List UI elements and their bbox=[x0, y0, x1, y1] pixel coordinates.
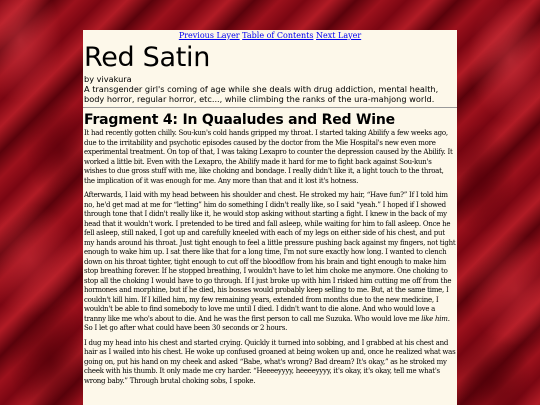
story-byline: by vivakura bbox=[84, 74, 132, 84]
table-of-contents-link[interactable]: Table of Contents bbox=[242, 31, 314, 40]
chapter-paragraph-3: I dug my head into his chest and started crying. Quickly it turned into sobbing, and I grabbed at his chest and hair as I wailed into his chest. He woke up confused groaned at being woken up and, once he realized what was going on, put his hand on my cheek and asked “Babe, what's wrong? Bad dream? It's okay,” as he stroked my cheek with his thumb. It only made me cry harder. “Heeeeyyyy, heeeeyyyy, it's okay, it's okay, tell me what's wrong baby.” Through brutal choking sobs, I spoke. bbox=[84, 338, 456, 385]
chapter-paragraph-1: It had recently gotten chilly. Sou-kun's cold hands gripped my throat. I started taking Abilify a few weeks ago, due to the irritability and psychotic episodes caused by the doctor from the Mie Hospital's new even more experimental treatment. On top of that, I was taking Lexapro to counter the depression caused by the Abilify. It worked a little bit. Even with the Lexapro, the Abilify made it hard for me to fight back against Sou-kun's wishes to due gross stuff with me, like choking and bondage. I really didn't like it, a light touch to the throat, the implication of it was enough for me. Any more than that and it lost it's hotness. bbox=[84, 129, 453, 185]
header-divider bbox=[83, 107, 457, 108]
story-page bbox=[83, 30, 457, 405]
chapter-body bbox=[83, 129, 457, 386]
paragraph-2-text-b: . So I let go after what could have been 30 seconds or 2 hours. bbox=[84, 314, 450, 332]
layer-nav bbox=[83, 30, 457, 42]
previous-layer-link[interactable]: Previous Layer bbox=[178, 31, 240, 40]
paragraph-2-text-a: Afterwards, I laid with my head between his shoulder and chest. He stroked my hair, “Have fun?” If I told him no, he'd get mad at me for “letting” him do something I didn't really like, so I said “yeah.” I hoped if I showed through tone that I didn't really like it, he would stop asking without starting a fight. I knew in the back of my head that it wouldn't work. I pretended to be tired and fall asleep, while waiting for him to fall asleep. Once he fell asleep, still naked, I got up and carefully kneeled with each of my legs on either side of his chest, and put my hands around his throat. Just tight enough to feel a little pressure pushing back against my fingers, not tight enough to wake him up. I sat there like that for a long time, I'm not sure exactly how long. I wanted to clench down on his throat tighter, tight enough to cut off the bloodflow from his brain and tight enough to make him stop breathing forever. If he stopped breathing, I wouldn't have to let him choke me anymore. One choking to stop all the choking I would have to go through. If I just broke up with him I risked him cutting me off from the hormones and morphine, but if he died, his bosses would probably keep selling to me. But, at the same time, I couldn't kill him. If I killed him, my few remaining years, extended from months due to the new medicine, I wouldn't be able to find somebody to love me until I died. I didn't want to die alone. And who would love a tranny like me who's about to die. And he was the first person to call me Suzuka. Who would love me bbox=[84, 191, 456, 323]
story-title: Red Satin bbox=[84, 42, 211, 73]
chapter-paragraph-2 bbox=[83, 191, 457, 334]
next-layer-link[interactable]: Next Layer bbox=[316, 31, 362, 40]
story-summary: A transgender girl's coming of age while she deals with drug addiction, mental health, body horror, regular horror, etc..., while climbing the ranks of the ura-mahjong world. bbox=[84, 84, 439, 104]
chapter-heading: Fragment 4: In Quaaludes and Red Wine bbox=[84, 112, 395, 128]
paragraph-2-emphasis: like him bbox=[421, 314, 448, 323]
